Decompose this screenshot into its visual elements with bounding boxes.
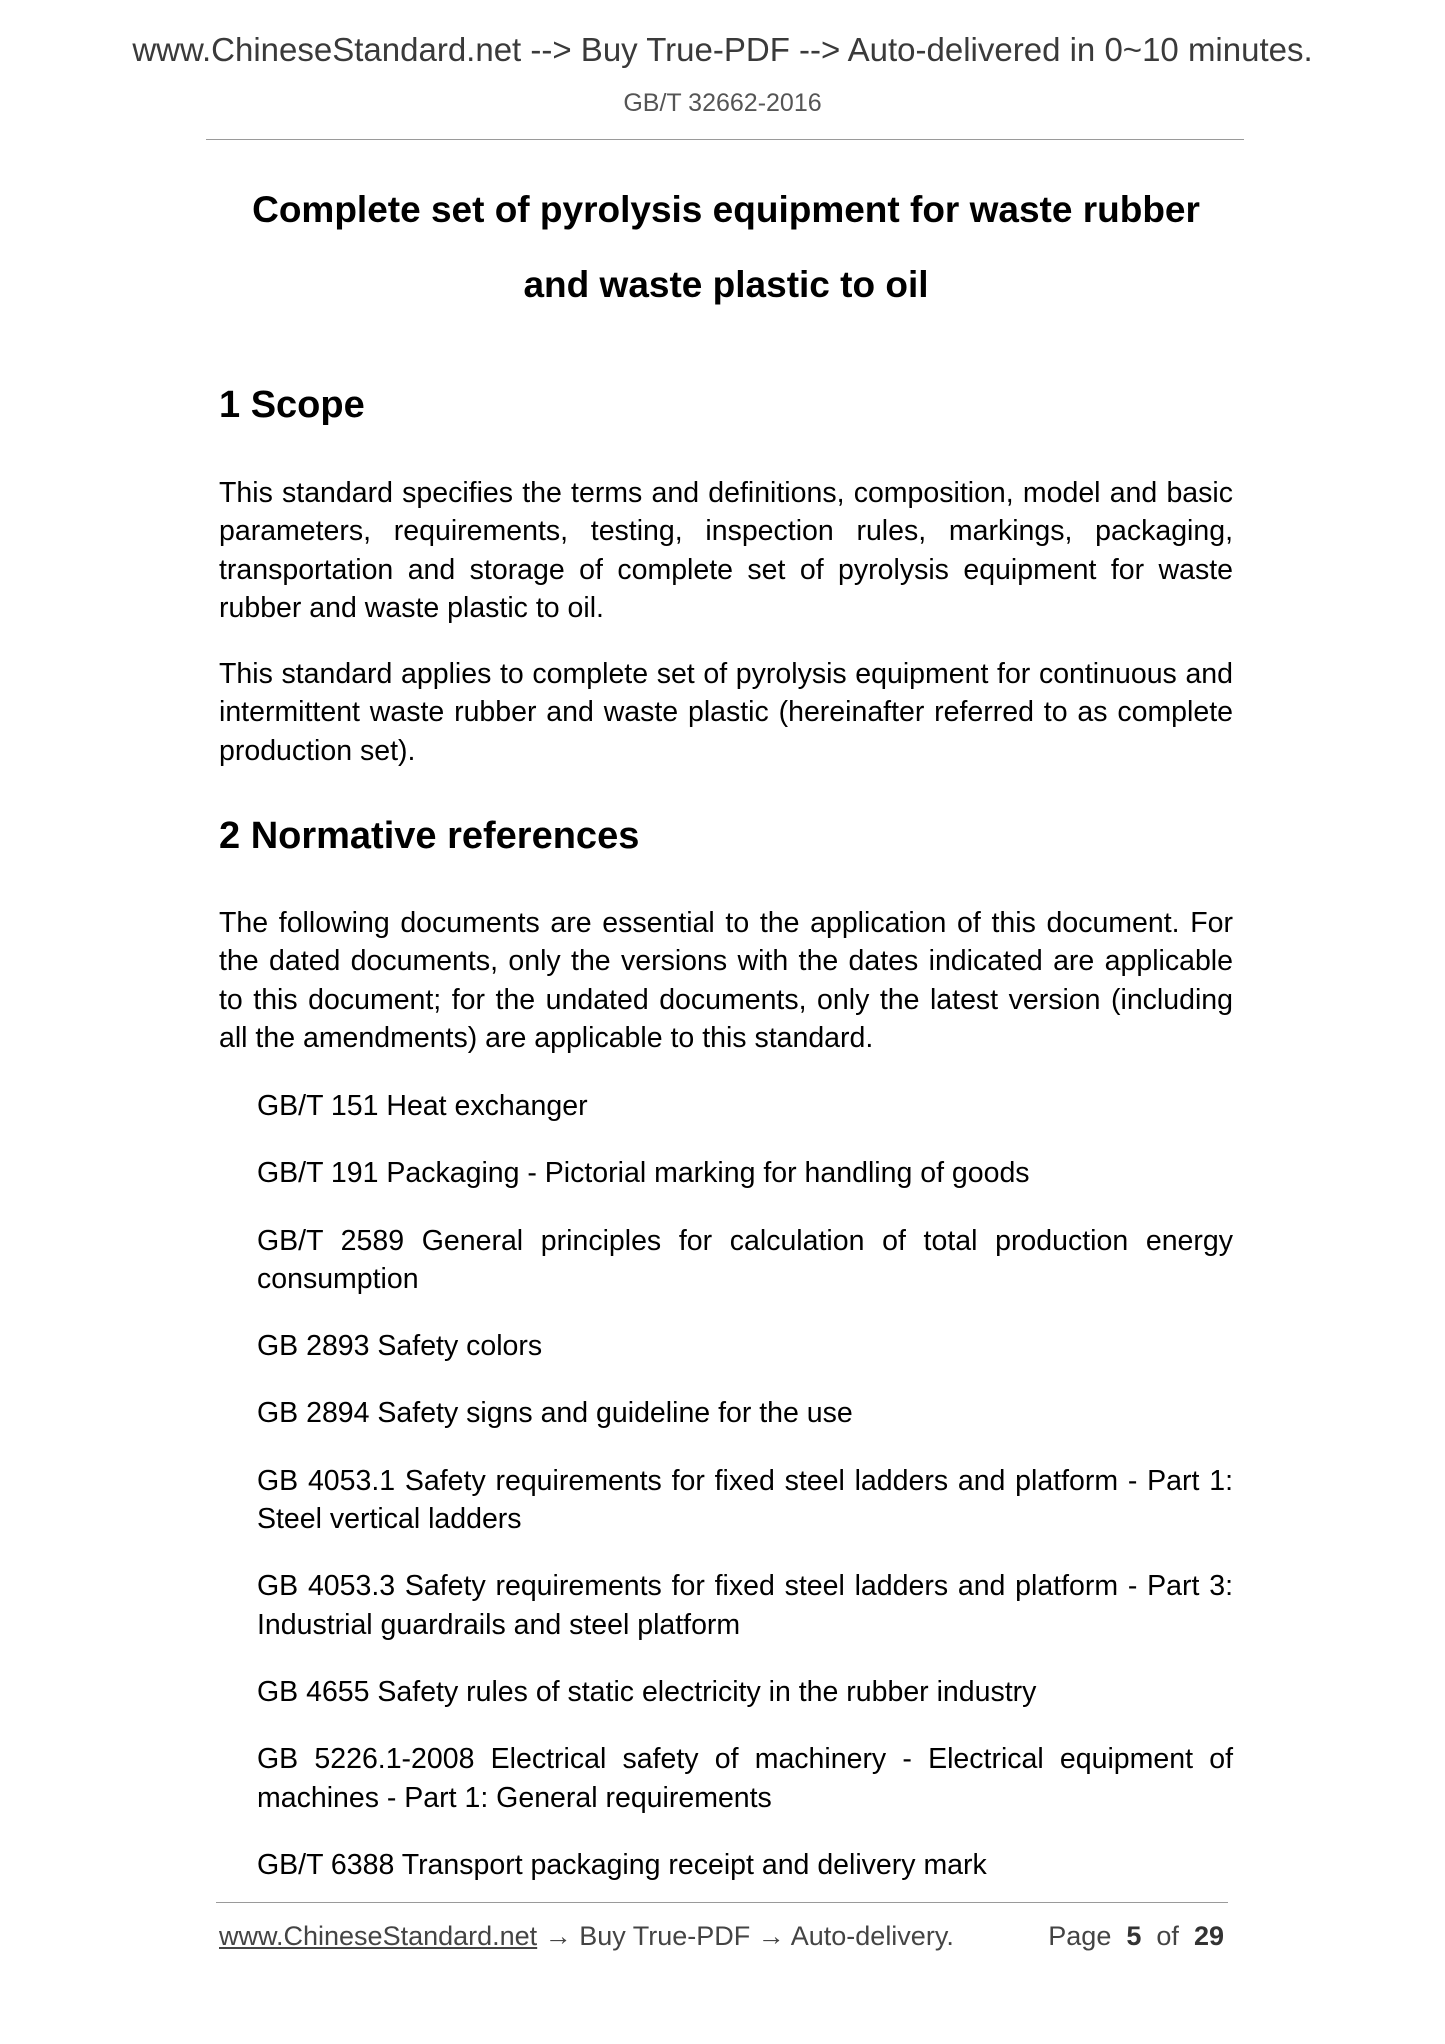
- page-of-label: of: [1156, 1921, 1179, 1951]
- reference-item: GB/T 2589 General principles for calculation of total production energy consumption: [257, 1224, 1233, 1295]
- page-label: Page: [1048, 1921, 1112, 1951]
- references-intro-paragraph: The following documents are essential to the application of this document. For the dated documents, only the versions with the dates indicated are applicable to this document; for the undated documents, only the latest version (including all the amendments) are applicable to this standard.: [219, 907, 1233, 1054]
- section-heading-normative-references: 2 Normative references: [219, 815, 640, 857]
- standard-code: GB/T 32662-2016: [623, 89, 822, 117]
- reference-item: GB 4053.1 Safety requirements for fixed steel ladders and platform - Part 1: Steel vertical ladders: [257, 1464, 1233, 1536]
- document-title-line-1: Complete set of pyrolysis equipment for waste rubber: [252, 189, 1200, 230]
- reference-item: GB/T 191 Packaging - Pictorial marking for handling of goods: [257, 1157, 1030, 1190]
- footer-link-text: → Buy True-PDF → Auto-delivery.: [537, 1921, 954, 1951]
- scope-paragraph-2: This standard applies to complete set of pyrolysis equipment for continuous and intermittent waste rubber and waste plastic (hereinafter referred to as complete production set).: [219, 658, 1233, 767]
- document-title-line-2: and waste plastic to oil: [523, 264, 929, 305]
- footer-link-line: [219, 1919, 954, 1953]
- page-total: 29: [1193, 1921, 1224, 1951]
- page-current: 5: [1126, 1921, 1142, 1951]
- reference-item: GB 2893 Safety colors: [257, 1330, 543, 1363]
- reference-item: GB 4053.3 Safety requirements for fixed steel ladders and platform - Part 3: Industrial guardrails and steel platform: [257, 1570, 1233, 1641]
- reference-item: GB 2894 Safety signs and guideline for the use: [257, 1397, 853, 1430]
- footer-divider: [216, 1902, 1228, 1903]
- header-divider: [206, 139, 1244, 140]
- reference-item: GB/T 151 Heat exchanger: [257, 1090, 588, 1122]
- reference-item: GB 5226.1-2008 Electrical safety of machinery - Electrical equipment of machines - Part 1: General requirements: [257, 1743, 1233, 1814]
- footer-site-link[interactable]: www.ChineseStandard.net: [219, 1921, 538, 1951]
- reference-item: GB/T 6388 Transport packaging receipt and delivery mark: [257, 1848, 987, 1881]
- section-heading-scope: 1 Scope: [219, 384, 365, 426]
- reference-item: GB 4655 Safety rules of static electricity in the rubber industry: [257, 1675, 1037, 1708]
- reference-list: [257, 1087, 1233, 1913]
- top-banner: www.ChineseStandard.net --> Buy True-PDF --> Auto-delivered in 0~10 minutes.: [132, 31, 1313, 68]
- scope-paragraph-1: This standard specifies the terms and definitions, composition, model and basic parameters, requirements, testing, inspection rules, markings, packaging, transportation and storage of complete set of pyrolysis equipment for waste rubber and waste plastic to oil.: [219, 477, 1233, 624]
- page-number: [1048, 1919, 1224, 1953]
